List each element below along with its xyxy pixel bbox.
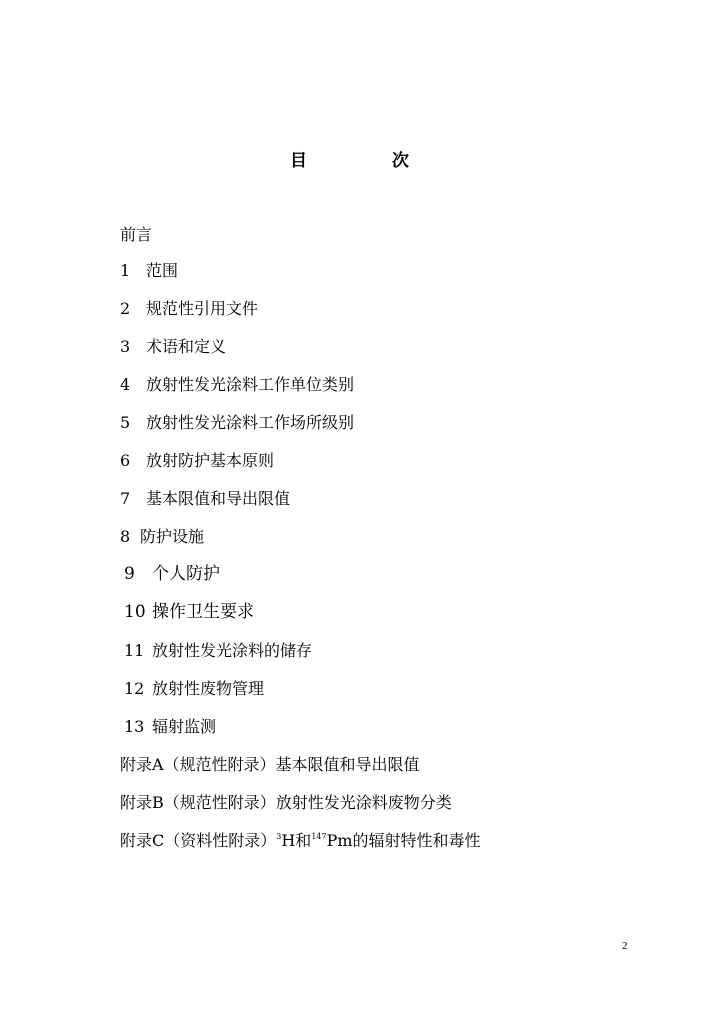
toc-item-12: [124, 678, 264, 700]
toc-item-number: 4: [120, 375, 131, 394]
toc-item-8: [120, 526, 204, 548]
toc-item-number: 7: [120, 489, 131, 508]
toc-item-number: 11: [124, 641, 145, 660]
page-number: 2: [622, 940, 628, 952]
toc-item-5: [120, 412, 354, 434]
toc-item-number: 8: [120, 527, 131, 546]
toc-item-4: [120, 374, 354, 396]
toc-item-text: 放射性发光涂料工作场所级别: [146, 413, 355, 432]
toc-item-text: 辐射监测: [152, 717, 217, 736]
toc-title-char-1: 目: [290, 151, 307, 171]
toc-appendix-b-text: 附录B（规范性附录）放射性发光涂料废物分类: [120, 793, 452, 812]
toc-item-text: 放射性废物管理: [152, 679, 265, 698]
toc-item-number: 6: [120, 451, 131, 470]
superscript-mass-number: 147: [311, 832, 327, 841]
toc-title-char-2: 次: [392, 151, 409, 171]
toc-appendix-c: [120, 830, 481, 852]
toc-preface-text: 前言: [120, 225, 153, 244]
toc-item-text: 范围: [146, 261, 179, 280]
toc-item-number: 3: [120, 337, 131, 356]
toc-item-text: 放射性发光涂料的储存: [152, 641, 313, 660]
toc-appendix-c-part1: H和: [281, 831, 312, 850]
toc-item-1: [120, 260, 178, 282]
toc-item-number: 10: [124, 602, 146, 622]
toc-item-text: 放射防护基本原则: [146, 451, 275, 470]
toc-item-11: [124, 640, 312, 662]
toc-item-13: [124, 716, 216, 738]
toc-item-text: 规范性引用文件: [146, 299, 259, 318]
toc-appendix-c-part2: Pm的辐射特性和毒性: [326, 831, 481, 850]
toc-item-number: 5: [120, 413, 131, 432]
toc-item-text: 术语和定义: [146, 337, 227, 356]
toc-preface: [120, 224, 152, 246]
toc-item-9: [124, 563, 220, 585]
toc-title: [0, 146, 724, 172]
toc-item-number: 2: [120, 299, 131, 318]
toc-item-number: 12: [124, 679, 145, 698]
superscript-mass-number: 3: [276, 832, 282, 841]
toc-item-3: [120, 336, 226, 358]
toc-item-text: 个人防护: [152, 564, 220, 584]
toc-item-6: [120, 450, 274, 472]
toc-item-10: [124, 601, 254, 623]
toc-item-number: 13: [124, 717, 145, 736]
toc-item-7: [120, 488, 290, 510]
toc-appendix-b: [120, 792, 452, 814]
toc-appendix-a-text: 附录A（规范性附录）基本限值和导出限值: [120, 755, 420, 774]
toc-item-2: [120, 298, 258, 320]
toc-item-text: 放射性发光涂料工作单位类别: [146, 375, 355, 394]
toc-item-text: 操作卫生要求: [152, 602, 254, 622]
toc-item-number: 9: [124, 564, 135, 584]
toc-appendix-a: [120, 754, 420, 776]
toc-item-text: 防护设施: [140, 527, 205, 546]
toc-item-number: 1: [120, 261, 131, 280]
toc-item-text: 基本限值和导出限值: [146, 489, 291, 508]
toc-appendix-c-prefix: 附录C（资料性附录）: [120, 831, 277, 850]
